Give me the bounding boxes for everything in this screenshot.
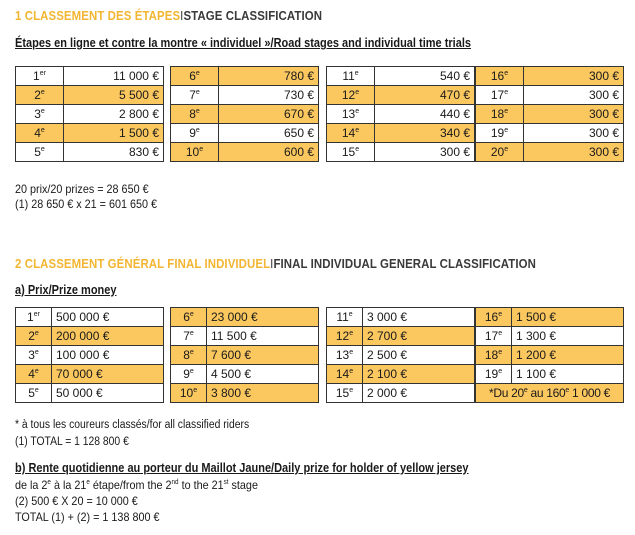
prize-cell: 300 € <box>524 67 624 86</box>
section2-title-fr: 2 CLASSEMENT GÉNÉRAL FINAL INDIVIDUEL <box>15 256 271 271</box>
section2-subtitle-a: a) Prix/Prize money <box>15 283 117 297</box>
prize-cell: 1 200 € <box>512 346 624 365</box>
rank-number: 18 <box>490 107 505 121</box>
rente-sup-3: nd <box>171 479 179 486</box>
section1-title-en: STAGE CLASSIFICATION <box>183 8 323 23</box>
rank-number: 15 <box>341 145 356 159</box>
rank-suffix: e <box>34 349 39 356</box>
prize-cell: 500 000 € <box>52 308 164 327</box>
rank-cell <box>171 308 207 327</box>
rank-cell <box>171 124 219 143</box>
section1-table-4 <box>475 66 624 162</box>
rank-number: 1 <box>33 69 40 83</box>
prize-cell: 1 500 € <box>512 308 624 327</box>
rank-cell <box>327 308 363 327</box>
rank-cell <box>476 67 524 86</box>
section1-title-fr: 1 CLASSEMENT DES ÉTAPES <box>15 8 181 23</box>
rank-suffix: e <box>349 330 354 337</box>
rente-sup-4: st <box>223 479 229 486</box>
rank-number: 19 <box>484 367 499 381</box>
rank-cell <box>171 67 219 86</box>
rente-text-1: de la 2 <box>15 478 48 492</box>
prize-cell: 50 000 € <box>52 384 164 403</box>
table-row <box>476 86 624 105</box>
section1-table-1 <box>15 66 164 162</box>
rente-text-4: to the 21 <box>178 478 224 492</box>
prize-cell: 300 € <box>524 105 624 124</box>
rank-cell <box>476 86 524 105</box>
rank-cell <box>476 365 512 384</box>
rank-suffix: e <box>504 146 509 153</box>
rank-cell <box>16 67 64 86</box>
table-row <box>327 124 475 143</box>
rank-cell <box>327 143 375 162</box>
rank-number: 16 <box>484 310 499 324</box>
rank-cell <box>327 67 375 86</box>
prize-cell: 5 500 € <box>64 86 164 105</box>
prize-cell: 11 500 € <box>207 327 319 346</box>
rank-number: 7 <box>189 88 196 102</box>
prize-cell: 2 100 € <box>363 365 475 384</box>
rank-number: 13 <box>341 107 356 121</box>
section2-calc2: (2) 500 € X 20 = 10 000 € <box>15 494 138 508</box>
section1-title-sep: I <box>180 8 184 23</box>
table-row <box>171 327 319 346</box>
rank-cell <box>327 346 363 365</box>
rank-cell <box>171 346 207 365</box>
section2-title <box>15 256 536 271</box>
rank-cell <box>327 105 375 124</box>
rank-cell <box>476 143 524 162</box>
table-row <box>171 384 319 403</box>
section2-table-2 <box>170 307 319 403</box>
section2-rente-range <box>15 478 258 492</box>
rank-suffix: e <box>34 330 39 337</box>
rank-cell <box>16 308 52 327</box>
table-row <box>171 105 319 124</box>
prize-cell: 4 500 € <box>207 365 319 384</box>
prize-cell: 11 000 € <box>64 67 164 86</box>
table-row <box>171 308 319 327</box>
table-row <box>476 346 624 365</box>
rank-cell <box>171 86 219 105</box>
rank-suffix: e <box>355 127 360 134</box>
rank-cell <box>327 384 363 403</box>
rank-cell <box>16 86 64 105</box>
prize-cell: 600 € <box>219 143 319 162</box>
rente-sup-2: e <box>86 479 90 486</box>
rank-number: 2 <box>34 88 41 102</box>
last-row-text-3: 1 000 € <box>569 386 610 400</box>
rank-cell <box>171 105 219 124</box>
table-row <box>476 124 624 143</box>
table-row <box>171 67 319 86</box>
table-row <box>476 105 624 124</box>
rank-suffix: e <box>189 330 194 337</box>
rank-suffix: e <box>498 311 503 318</box>
section2-title-sep: I <box>270 256 274 271</box>
rank-cell <box>171 365 207 384</box>
prize-cell: 3 000 € <box>363 308 475 327</box>
rank-number: 14 <box>341 126 356 140</box>
rank-suffix: e <box>189 349 194 356</box>
prize-cell: 70 000 € <box>52 365 164 384</box>
prize-cell: 340 € <box>375 124 475 143</box>
rank-cell <box>16 143 64 162</box>
section2-title-en: FINAL INDIVIDUAL GENERAL CLASSIFICATION <box>273 256 536 271</box>
rank-number: 19 <box>490 126 505 140</box>
table-row <box>171 346 319 365</box>
rank-number: 5 <box>34 145 41 159</box>
section1-title <box>15 8 322 23</box>
table-row <box>327 346 475 365</box>
rank-number: 15 <box>335 386 350 400</box>
rank-number: 12 <box>335 329 350 343</box>
rank-cell <box>476 124 524 143</box>
rank-suffix: e <box>355 89 360 96</box>
section2-footnote: * à tous les coureurs classés/for all classified riders <box>15 419 250 431</box>
rank-cell <box>16 327 52 346</box>
rank-suffix: e <box>199 146 204 153</box>
rank-number: 7 <box>183 329 190 343</box>
section1-note-prizes: 20 prix/20 prizes = 28 650 € <box>15 182 149 196</box>
section1-table-3 <box>326 66 475 162</box>
prize-cell: 440 € <box>375 105 475 124</box>
rank-suffix: e <box>193 387 198 394</box>
section1-subtitle: Étapes en ligne et contre la montre « individuel »/Road stages and individual time trials <box>15 36 472 50</box>
rente-text-5: stage <box>228 478 258 492</box>
table-row <box>171 124 319 143</box>
rank-suffix: er <box>33 311 40 318</box>
prize-cell: 2 700 € <box>363 327 475 346</box>
rank-number: 18 <box>484 348 499 362</box>
rank-number: 2 <box>28 329 35 343</box>
prize-cell: 670 € <box>219 105 319 124</box>
rank-suffix: e <box>349 387 354 394</box>
rank-cell <box>476 308 512 327</box>
table-row <box>16 86 164 105</box>
rente-sup-1: e <box>47 479 51 486</box>
rank-number: 8 <box>183 348 190 362</box>
rank-number: 1 <box>27 310 34 324</box>
rank-suffix: e <box>189 311 194 318</box>
prize-cell: 300 € <box>524 143 624 162</box>
prize-cell: 2 800 € <box>64 105 164 124</box>
prize-cell: 540 € <box>375 67 475 86</box>
table-row <box>16 308 164 327</box>
rank-number: 8 <box>189 107 196 121</box>
rank-suffix: e <box>498 368 503 375</box>
table-row <box>476 327 624 346</box>
rank-suffix: e <box>504 108 509 115</box>
rank-number: 4 <box>34 126 41 140</box>
rank-number: 12 <box>341 88 356 102</box>
table-row <box>16 384 164 403</box>
rank-cell <box>16 365 52 384</box>
rank-number: 20 <box>490 145 505 159</box>
rank-number: 17 <box>490 88 505 102</box>
rank-cell <box>327 327 363 346</box>
rank-number: 11 <box>342 69 355 83</box>
rank-suffix: er <box>39 70 46 77</box>
rank-suffix: e <box>354 70 359 77</box>
rank-cell <box>171 327 207 346</box>
prize-cell: 1 500 € <box>64 124 164 143</box>
rank-suffix: e <box>349 349 354 356</box>
section2-grand-total: TOTAL (1) + (2) = 1 138 800 € <box>15 510 160 524</box>
section1-table-2 <box>170 66 319 162</box>
remaining-riders-cell <box>476 384 624 403</box>
rank-number: 4 <box>28 367 35 381</box>
rank-cell <box>476 327 512 346</box>
section1-note-total: (1) 28 650 € x 21 = 601 650 € <box>15 197 158 211</box>
last-row-sup-1: e <box>523 387 528 394</box>
table-row <box>171 365 319 384</box>
rank-cell <box>327 365 363 384</box>
prize-cell: 1 300 € <box>512 327 624 346</box>
table-row <box>327 105 475 124</box>
section2-subtitle-b: b) Rente quotidienne au porteur du Maillot Jaune/Daily prize for holder of yellow jersey <box>15 461 469 475</box>
prize-cell: 300 € <box>375 143 475 162</box>
rank-suffix: e <box>195 89 200 96</box>
last-row-text-2: au 160 <box>527 386 566 400</box>
rank-suffix: e <box>40 108 45 115</box>
table-row <box>171 86 319 105</box>
section2-table-3 <box>326 307 475 403</box>
rank-suffix: e <box>195 127 200 134</box>
rank-cell <box>16 346 52 365</box>
prize-cell: 300 € <box>524 124 624 143</box>
rank-number: 11 <box>336 310 349 324</box>
rank-suffix: e <box>189 368 194 375</box>
rank-suffix: e <box>348 311 353 318</box>
rank-number: 9 <box>189 126 196 140</box>
prize-cell: 23 000 € <box>207 308 319 327</box>
rank-cell <box>476 346 512 365</box>
rank-suffix: e <box>195 108 200 115</box>
rank-number: 6 <box>183 310 190 324</box>
rank-suffix: e <box>34 368 39 375</box>
prize-cell: 300 € <box>524 86 624 105</box>
prize-cell: 200 000 € <box>52 327 164 346</box>
rank-suffix: e <box>504 127 509 134</box>
rank-cell <box>327 86 375 105</box>
section2-table-1 <box>15 307 164 403</box>
table-row-remaining-riders <box>476 384 624 403</box>
prize-cell: 780 € <box>219 67 319 86</box>
rank-cell <box>16 384 52 403</box>
prize-cell: 3 800 € <box>207 384 319 403</box>
rank-number: 9 <box>183 367 190 381</box>
rank-suffix: e <box>498 330 503 337</box>
rente-text-3: étape/from the 2 <box>89 478 172 492</box>
prize-cell: 650 € <box>219 124 319 143</box>
rank-suffix: e <box>355 146 360 153</box>
rank-suffix: e <box>504 89 509 96</box>
rank-suffix: e <box>504 70 509 77</box>
rank-number: 3 <box>34 107 41 121</box>
table-row <box>16 124 164 143</box>
table-row <box>327 86 475 105</box>
rank-cell <box>171 143 219 162</box>
prize-cell: 7 600 € <box>207 346 319 365</box>
rank-suffix: e <box>40 89 45 96</box>
rank-number: 5 <box>28 386 35 400</box>
rank-number: 17 <box>484 329 499 343</box>
rank-number: 10 <box>179 386 194 400</box>
prize-cell: 730 € <box>219 86 319 105</box>
table-row <box>327 327 475 346</box>
table-row <box>16 346 164 365</box>
rank-number: 3 <box>28 348 35 362</box>
rank-cell <box>171 384 207 403</box>
table-row <box>476 365 624 384</box>
rank-number: 6 <box>189 69 196 83</box>
table-row <box>16 327 164 346</box>
table-row <box>327 143 475 162</box>
table-row <box>16 67 164 86</box>
section2-total1: (1) TOTAL = 1 128 800 € <box>15 436 129 448</box>
prize-cell: 100 000 € <box>52 346 164 365</box>
rank-suffix: e <box>355 108 360 115</box>
rank-number: 16 <box>490 69 505 83</box>
rank-number: 13 <box>335 348 350 362</box>
rank-suffix: e <box>34 387 39 394</box>
rank-suffix: e <box>498 349 503 356</box>
table-row <box>476 308 624 327</box>
last-row-text-1: *Du 20 <box>488 386 524 400</box>
table-row <box>16 143 164 162</box>
prize-cell: 2 500 € <box>363 346 475 365</box>
table-row <box>16 105 164 124</box>
rank-cell <box>16 124 64 143</box>
table-row <box>327 384 475 403</box>
rank-suffix: e <box>195 70 200 77</box>
rank-suffix: e <box>40 146 45 153</box>
table-row <box>327 67 475 86</box>
table-row <box>476 67 624 86</box>
rank-number: 10 <box>185 145 200 159</box>
table-row <box>327 365 475 384</box>
rank-suffix: e <box>349 368 354 375</box>
rank-suffix: e <box>40 127 45 134</box>
section2-table-4 <box>475 307 624 403</box>
rank-number: 14 <box>335 367 350 381</box>
table-row <box>171 143 319 162</box>
prize-cell: 470 € <box>375 86 475 105</box>
rank-cell <box>476 105 524 124</box>
prize-cell: 830 € <box>64 143 164 162</box>
table-row <box>476 143 624 162</box>
table-row <box>16 365 164 384</box>
rente-text-2: à la 21 <box>50 478 87 492</box>
rank-cell <box>327 124 375 143</box>
prize-cell: 1 100 € <box>512 365 624 384</box>
table-row <box>327 308 475 327</box>
prize-cell: 2 000 € <box>363 384 475 403</box>
rank-cell <box>16 105 64 124</box>
last-row-sup-2: e <box>565 387 570 394</box>
